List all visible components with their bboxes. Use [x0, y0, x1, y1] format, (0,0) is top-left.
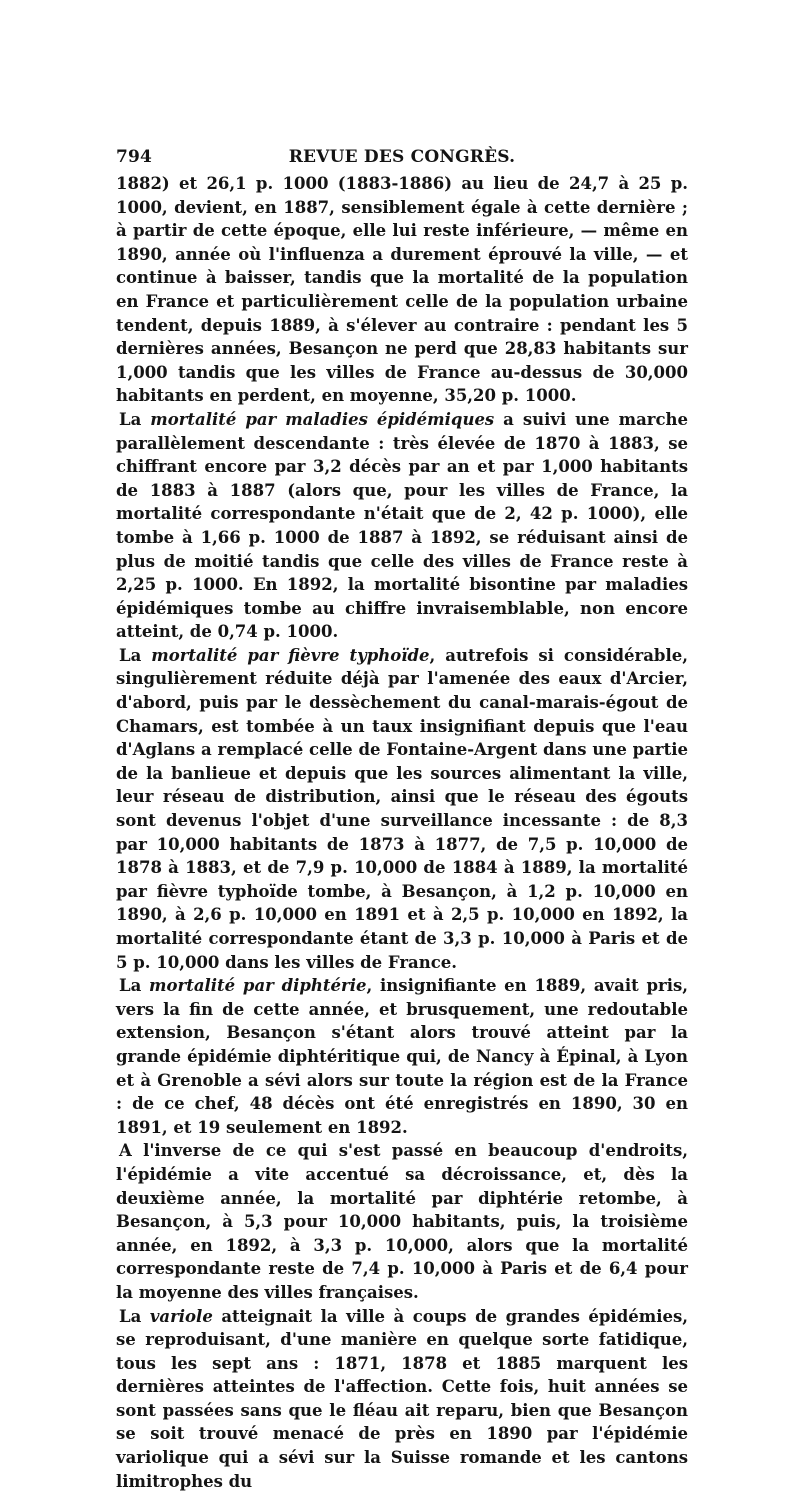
paragraph-text: atteignait la ville à coups de grandes épidémies, se reproduisant, d'une manière en quelque sorte fatidique, tous les sept ans : 1871, 1878 et 1885 marquent les dernières atteintes de l'affection. Cette fois, huit années se sont passées sans que le fléau ait reparu, bien que Besançon se soit trouvé menacé de près en 1890 par l'épidémie variolique qui a sévi sur la Suisse romande et les cantons limitrophes du: [116, 1307, 688, 1491]
book-page: [116, 144, 688, 1493]
paragraph-typhoid-fever: [116, 644, 688, 974]
paragraph-diphtheria: [116, 974, 688, 1139]
page-number: 794: [116, 144, 152, 170]
paragraph-lead: La: [119, 410, 150, 429]
paragraph-smallpox: [116, 1305, 688, 1493]
paragraph-emphasis: mortalité par fièvre typhoïde: [151, 646, 429, 665]
paragraph-lead: La: [119, 1307, 150, 1326]
paragraph-text: , autrefois si considérable, singulièrement réduite déjà par l'amenée des eaux d'Arcier, d'abord, puis par le dessèchement du canal-marais-égout de Chamars, est tombée à un taux insignifiant depuis que l'eau d'Aglans a remplacé celle de Fontaine-Argent dans une partie de la banlieue et depuis que les sources alimentant la ville, leur réseau de distribution, ainsi que le réseau des égouts sont devenus l'objet d'une surveillance incessante : de 8,3 par 10,000 habitants de 1873 à 1877, de 7,5 p. 10,000 de 1878 à 1883, et de 7,9 p. 10,000 de 1884 à 1889, la mortalité par fièvre typhoïde tombe, à Besançon, à 1,2 p. 10,000 en 1890, à 2,6 p. 10,000 en 1891 et à 2,5 p. 10,000 en 1892, la mortalité correspondante étant de 3,3 p. 10,000 à Paris et de 5 p. 10,000 dans les villes de France.: [116, 646, 688, 972]
paragraph-mortality-continuation: [116, 172, 688, 408]
paragraph-lead: La: [119, 646, 151, 665]
paragraph-text: A l'inverse de ce qui s'est passé en beaucoup d'endroits, l'épidémie a vite accentué sa décroissance, et, dès la deuxième année, la mortalité par diphtérie retombe, à Besançon, à 5,3 pour 10,000 habitants, puis, la troisième année, en 1892, à 3,3 p. 10,000, alors que la mortalité correspondante reste de 7,4 p. 10,000 à Paris et de 6,4 pour la moyenne des villes françaises.: [116, 1141, 688, 1302]
paragraph-emphasis: mortalité par diphtérie: [149, 976, 366, 995]
page-header: [116, 144, 688, 170]
paragraph-text: 1882) et 26,1 p. 1000 (1883-1886) au lieu de 24,7 à 25 p. 1000, devient, en 1887, sensiblement égale à cette dernière ; à partir de cette époque, elle lui reste inférieure, — même en 1890, année où l'influenza a durement éprouvé la ville, — et continue à baisser, tandis que la mortalité de la population en France et particulièrement celle de la population urbaine tendent, depuis 1889, à s'élever au contraire : pendant les 5 dernières années, Besançon ne perd que 28,83 habitants sur 1,000 tandis que les villes de France au-dessus de 30,000 habitants en perdent, en moyenne, 35,20 p. 1000.: [116, 174, 688, 405]
page-body: [116, 172, 688, 1493]
paragraph-diphtheria-decline: [116, 1139, 688, 1304]
paragraph-emphasis: variole: [150, 1307, 213, 1326]
paragraph-text: , insignifiante en 1889, avait pris, vers la fin de cette année, et brusquement, une redoutable extension, Besançon s'étant alors trouvé atteint par la grande épidémie diphtéritique qui, de Nancy à Épinal, à Lyon et à Grenoble a sévi alors sur toute la région est de la France : de ce chef, 48 décès ont été enregistrés en 1890, 30 en 1891, et 19 seulement en 1892.: [116, 976, 688, 1137]
paragraph-text: a suivi une marche parallèlement descendante : très élevée de 1870 à 1883, se chiffrant encore par 3,2 décès par an et par 1,000 habitants de 1883 à 1887 (alors que, pour les villes de France, la mortalité correspondante n'était que de 2, 42 p. 1000), elle tombe à 1,66 p. 1000 de 1887 à 1892, se réduisant ainsi de plus de moitié tandis que celle des villes de France reste à 2,25 p. 1000. En 1892, la mortalité bisontine par maladies épidémiques tombe au chiffre invraisemblable, non encore atteint, de 0,74 p. 1000.: [116, 410, 688, 641]
paragraph-lead: La: [119, 976, 149, 995]
paragraph-epidemic-diseases: [116, 408, 688, 644]
paragraph-emphasis: mortalité par maladies épidémiques: [150, 410, 494, 429]
running-title: REVUE DES CONGRÈS.: [116, 144, 688, 170]
